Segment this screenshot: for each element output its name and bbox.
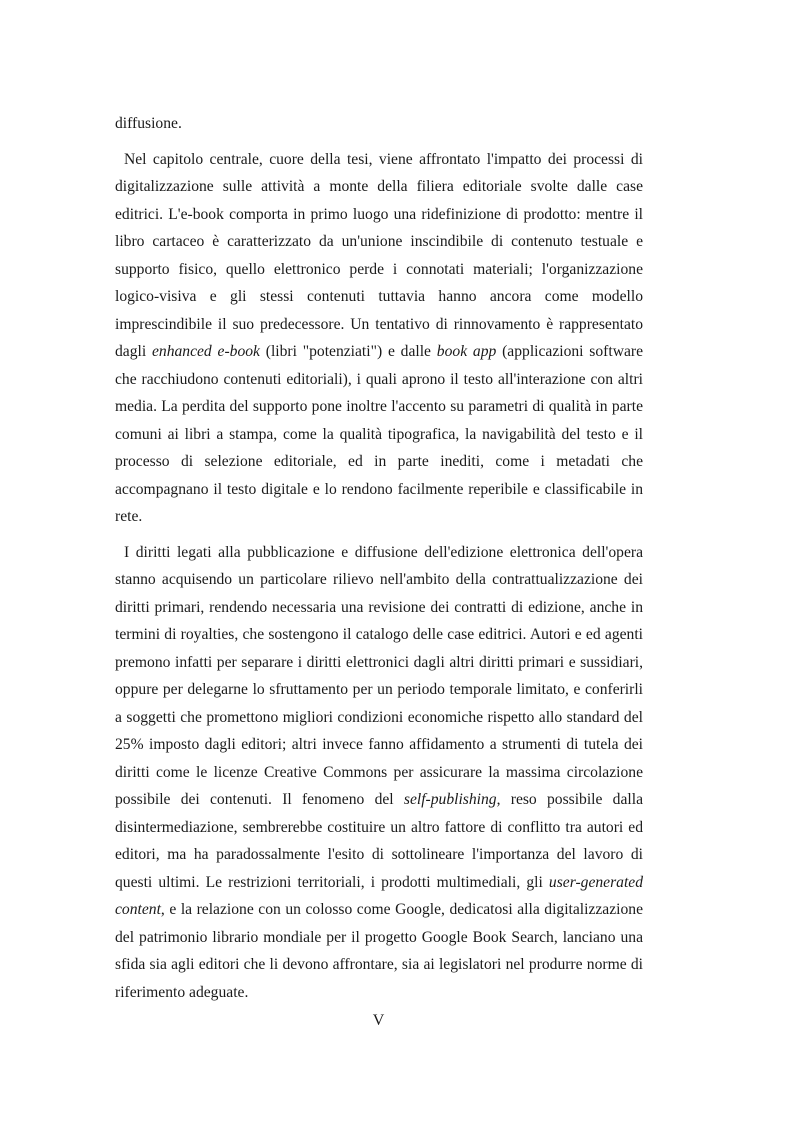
- paragraph: [115, 146, 643, 531]
- text-run: I diritti legati alla pubblicazione e diffusione dell'edizione elettronica dell'opera stanno acquisendo un particolare rilievo nell'ambito della contrattualizzazione dei diritti primari, rendendo necessaria una revisione dei contratti di edizione, anche in termini di royalties, che sostengono il catalogo delle case editrici. Autori e ed agenti premono infatti per separare i diritti elettronici dagli altri diritti primari e sussidiari, oppure per delegarne lo sfruttamento per un periodo temporale limitato, e conferirli a soggetti che promettono migliori condizioni economiche rispetto allo standard del 25% imposto dagli editori; altri invece fanno affidamento a strumenti di tutela dei diritti come le licenze Creative Commons per assicurare la massima circolazione possibile dei contenuti. Il fenomeno del: [115, 543, 643, 808]
- text-run: (libri "potenziati") e dalle: [259, 343, 437, 360]
- italic-term: book app: [436, 343, 497, 360]
- text-run: (applicazioni software che racchiudono contenuti editoriali), i quali aprono il testo all'interazione con altri media. La perdita del supporto pone inoltre l'accento su parametri di qualità in parte comuni ai libri a stampa, come la qualità tipografica, la navigabilità del testo e il processo di selezione editoriale, ed in parte inediti, come i metadati che accompagnano il testo digitale e lo rendono facilmente reperibile e classificabile in rete.: [115, 343, 643, 525]
- italic-term: user-generated content: [115, 873, 643, 918]
- italic-term: self-publishing: [403, 791, 497, 808]
- body-text: [115, 110, 643, 1006]
- paragraph: [115, 110, 643, 138]
- text-run: Nel capitolo centrale, cuore della tesi, viene affrontato l'impatto dei processi di digitalizzazione sulle attività a monte della filiera editoriale svolte dalle case editrici. L'e-book comporta in primo luogo una ridefinizione di prodotto: mentre il libro cartaceo è caratterizzato da un'unione inscindibile di contenuto testuale e supporto fisico, quello elettronico perde i connotati materiali; l'organizzazione logico-visiva e gli stessi contenuti tuttavia hanno ancora come modello imprescindibile il suo predecessore. Un tentativo di rinnovamento è rappresentato dagli: [115, 150, 643, 360]
- text-run: , reso possibile dalla disintermediazione, sembrerebbe costituire un altro fattore di conflitto tra autori ed editori, ma ha paradossalmente l'esito di sottolineare l'importanza del lavoro di questi ultimi. Le restrizioni territoriali, i prodotti multimediali, gli: [115, 791, 643, 891]
- text-run: diffusione.: [115, 115, 182, 132]
- text-run: , e la relazione con un colosso come Google, dedicatosi alla digitalizzazione del patrimonio librario mondiale per il progetto Google Book Search, lanciano una sfida sia agli editori che li devono affrontare, sia ai legislatori nel produrre norme di riferimento adeguate.: [115, 901, 643, 1001]
- italic-term: enhanced e-book: [151, 343, 260, 360]
- page-number: V: [372, 1012, 385, 1029]
- paragraph: [115, 539, 643, 1007]
